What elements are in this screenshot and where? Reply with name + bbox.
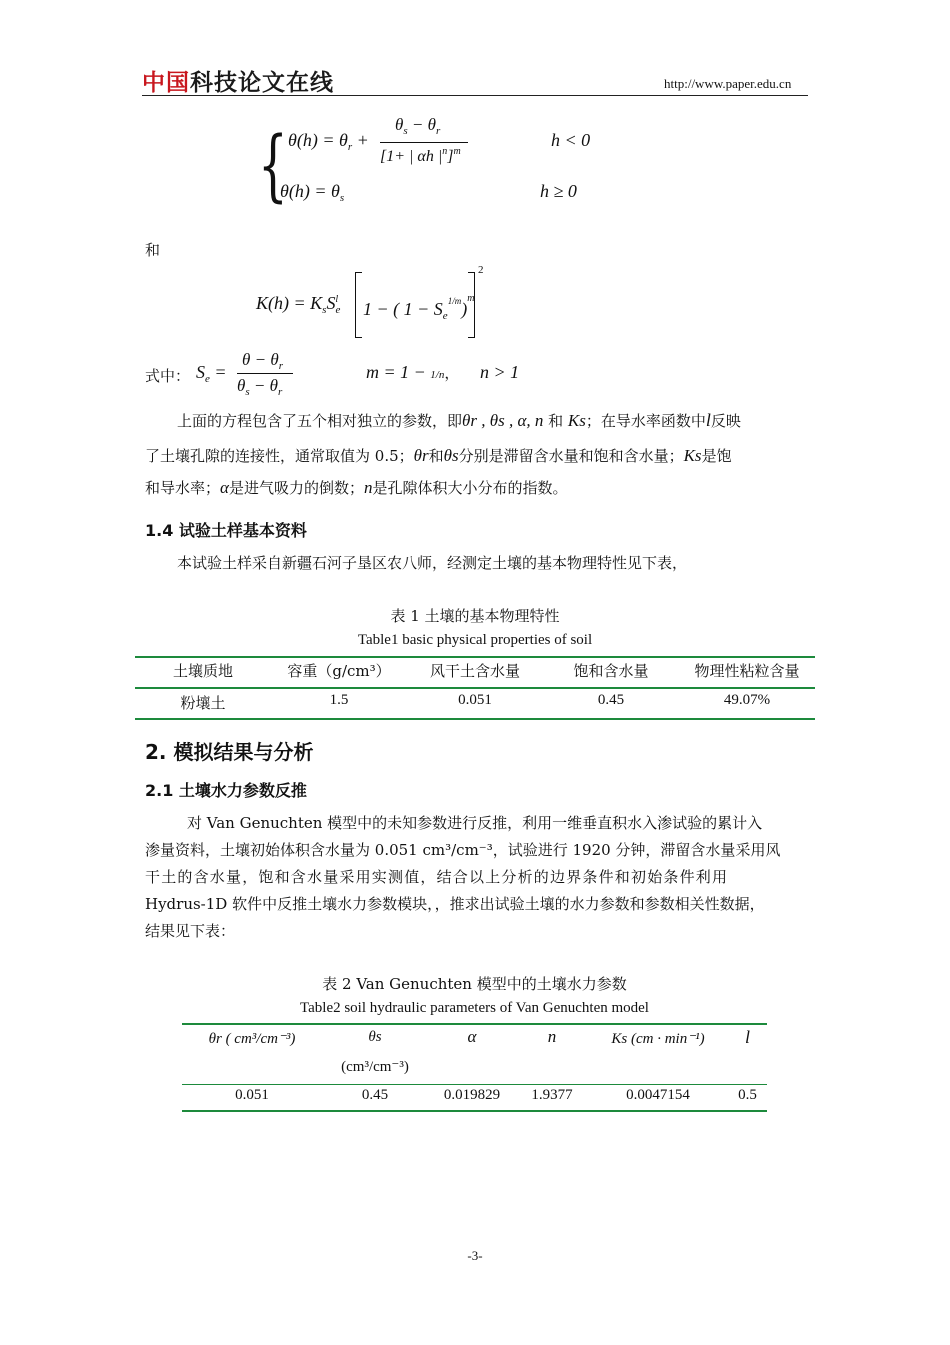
logo-red-text: 中国 bbox=[142, 70, 190, 96]
where-label: 式中： bbox=[145, 367, 191, 385]
table2-header-unit: (cm³/cm⁻³) bbox=[341, 1059, 409, 1075]
table2-header-cell: θs bbox=[368, 1029, 382, 1045]
Se-symbol: $S_e$ = bbox=[196, 362, 227, 385]
table1-cell: 粉壤土 bbox=[180, 694, 226, 712]
table2-top-rule bbox=[182, 1023, 767, 1025]
table2-cell: 0.051 bbox=[235, 1087, 269, 1103]
table2-mid-rule bbox=[182, 1084, 767, 1085]
equation-theta-line2: $\theta(h) = \theta_s$ bbox=[280, 181, 345, 204]
page-number: -3- bbox=[467, 1248, 483, 1263]
table2-cell: 0.5 bbox=[738, 1087, 757, 1103]
table2-bottom-rule bbox=[182, 1110, 767, 1112]
table1-bottom-rule bbox=[135, 718, 815, 720]
fraction-bar-1 bbox=[380, 142, 468, 143]
table1-header-cell: 饱和含水量 bbox=[573, 662, 649, 680]
and-text: 和 bbox=[145, 241, 161, 259]
condition-2: h ≥ 0 bbox=[540, 181, 577, 201]
table2-header-cell: Ks (cm · min⁻¹) bbox=[611, 1031, 705, 1047]
n-condition: n > 1 bbox=[480, 362, 520, 382]
table1-cell: 0.051 bbox=[458, 692, 492, 708]
table1-caption-en: Table1 basic physical properties of soil bbox=[357, 632, 593, 648]
section-2-title: 2. 模拟结果与分析 bbox=[145, 740, 314, 764]
section-2-1-line: 渗量资料，土壤初始体积含水量为 0.051 cm³/cm⁻³，试验进行 1920 分钟，滞留含水量采用风 bbox=[145, 841, 781, 859]
section-2-1-line: 干土的含水量，饱和含水量采用实测值，结合以上分析的边界条件和初始条件利用 bbox=[145, 868, 729, 886]
fraction-numerator: $\theta_s - \theta_r$ bbox=[395, 115, 441, 137]
table1-top-rule bbox=[135, 656, 815, 658]
brace: { bbox=[258, 121, 288, 211]
table1-header-cell: 物理性粘粒含量 bbox=[694, 662, 800, 680]
paragraph1-line1: 上面的方程包含了五个相对独立的参数，即θr , θs , α, n 和 Ks；在导水率函数中l反映 bbox=[177, 410, 741, 430]
equation-theta-line1: $\theta(h) = \theta_r$ + bbox=[288, 130, 369, 153]
table2-cell: 1.9377 bbox=[531, 1087, 573, 1103]
header-rule bbox=[142, 95, 808, 96]
table2-header-cell: θr ( cm³/cm⁻³) bbox=[208, 1031, 296, 1047]
Se-denominator: $\theta_s - \theta_r$ bbox=[237, 376, 283, 398]
table1-cell: 1.5 bbox=[329, 692, 349, 708]
table2-header-cell: l bbox=[744, 1027, 750, 1047]
table1-header-cell: 风干土含水量 bbox=[429, 662, 520, 680]
equation-K-body: 1 − ( $1 - S_e^{1/m})^m$ bbox=[363, 293, 475, 322]
journal-logo bbox=[142, 64, 334, 97]
section-1-4-title: 1.4 试验土样基本资料 bbox=[145, 521, 307, 540]
fraction-denominator: [1+ | αh $|^n]^m$ bbox=[380, 146, 461, 165]
fraction-bar-2 bbox=[237, 373, 293, 374]
K-bracket-left bbox=[355, 272, 362, 338]
section-2-1-line: Hydrus-1D 软件中反推土壤水力参数模块，，推求出试验土壤的水力参数和参数相关性数据， bbox=[145, 895, 765, 913]
equation-K: $K(h) = K_sS_e^l$ bbox=[256, 293, 341, 316]
table1-data-row bbox=[135, 692, 815, 716]
table2-header-row bbox=[182, 1027, 767, 1081]
section-2-1-title: 2.1 土壤水力参数反推 bbox=[145, 781, 307, 800]
paragraph1-line2: 了土壤孔隙的连接性，通常取值为 0.5；θr和θs分别是滞留含水量和饱和含水量；Ks是饱 bbox=[145, 446, 732, 465]
table2-cell: 0.0047154 bbox=[626, 1087, 690, 1103]
logo-black-text: 科技论文在线 bbox=[190, 70, 334, 96]
header-url[interactable]: http://www.paper.edu.cn bbox=[664, 76, 792, 91]
table2-cell: 0.45 bbox=[361, 1087, 389, 1103]
table2-data-row bbox=[182, 1087, 767, 1109]
Se-numerator: $\theta - \theta_r$ bbox=[242, 350, 283, 372]
section-2-1-line: 结果见下表： bbox=[145, 922, 236, 940]
section-1-4-text: 本试验土样采自新疆石河子垦区农八师，经测定土壤的基本物理特性见下表， bbox=[177, 554, 688, 572]
table1-header-row bbox=[135, 660, 815, 686]
table1-caption-cn: 表 1 土壤的基本物理特性 bbox=[390, 607, 560, 625]
table2-caption-cn: 表 2 Van Genuchten 模型中的土壤水力参数 bbox=[322, 975, 627, 993]
table1-cell: 0.45 bbox=[597, 692, 625, 708]
paragraph1-line3: 和导水率；α是进气吸力的倒数；n是孔隙体积大小分布的指数。 bbox=[145, 478, 568, 497]
table1-header-cell: 土壤质地 bbox=[172, 662, 233, 680]
table1-mid-rule bbox=[135, 687, 815, 689]
table2-header-cell: n bbox=[547, 1027, 557, 1046]
K-exponent-2: 2 bbox=[478, 264, 484, 276]
table2-header-cell: α bbox=[467, 1027, 477, 1046]
section-2-1-line: 对 Van Genuchten 模型中的未知参数进行反推，利用一维垂直积水入渗试验的累计入 bbox=[187, 814, 763, 832]
table2-caption-en: Table2 soil hydraulic parameters of Van Genuchten model bbox=[300, 1000, 649, 1016]
table1-cell: 49.07% bbox=[723, 692, 771, 708]
table1-header-cell: 容重（g/cm³） bbox=[287, 662, 391, 680]
m-definition: m = 1 − 1/n， bbox=[366, 362, 460, 382]
K-bracket-right bbox=[468, 272, 475, 338]
table2-cell: 0.019829 bbox=[443, 1087, 501, 1103]
condition-1: h < 0 bbox=[551, 130, 591, 150]
